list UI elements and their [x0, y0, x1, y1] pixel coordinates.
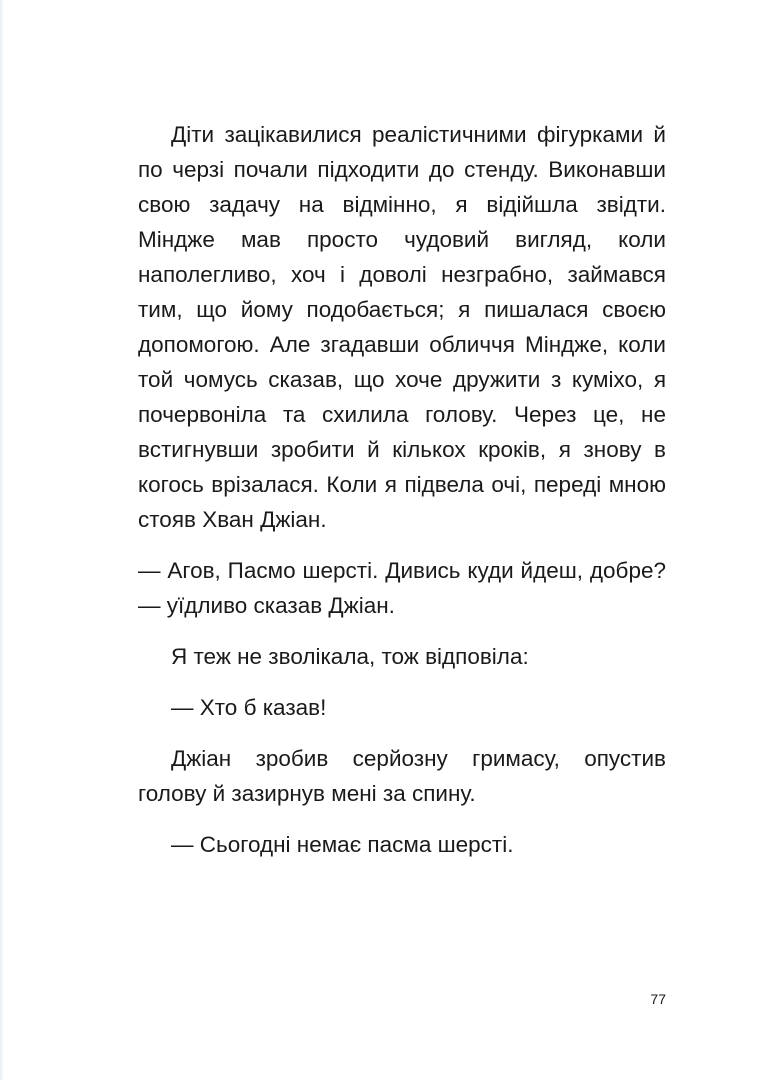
paragraph-narration: Діти зацікавилися реалістичними фігурками й по черзі почали підходити до стенду. Виконавши свою задачу на відмінно, я відійшла звідти. Міндже мав просто чудовий вигляд, коли наполегливо, хоч і доволі незграбно, займався тим, що йому подобається; я пишалася своєю допомогою. Але згадавши обличчя Міндже, коли той чомусь сказав, що хоче дружити з куміхо, я почервоніла та схилила голову. Через це, не встигнувши зробити й кількох кроків, я знову в когось врізалася. Коли я підвела очі, переді мною стояв Хван Джіан.: [138, 122, 666, 532]
paragraph-narration: Я теж не зволікала, тож відповіла:: [171, 644, 529, 669]
page-number: 77: [650, 991, 666, 1007]
body-text: [138, 117, 666, 862]
paragraph-dialogue: — Сьогодні немає пасма шерсті.: [171, 832, 514, 857]
paragraph-narration: Джіан зробив серйозну гримасу, опустив голову й зазирнув мені за спину.: [138, 746, 666, 806]
paragraph-dialogue: — Хто б казав!: [171, 695, 327, 720]
paragraph-dialogue: — Агов, Пасмо шерсті. Дивись куди йдеш, добре? — уїдливо сказав Джіан.: [138, 558, 666, 618]
page-edge: [0, 0, 4, 1080]
